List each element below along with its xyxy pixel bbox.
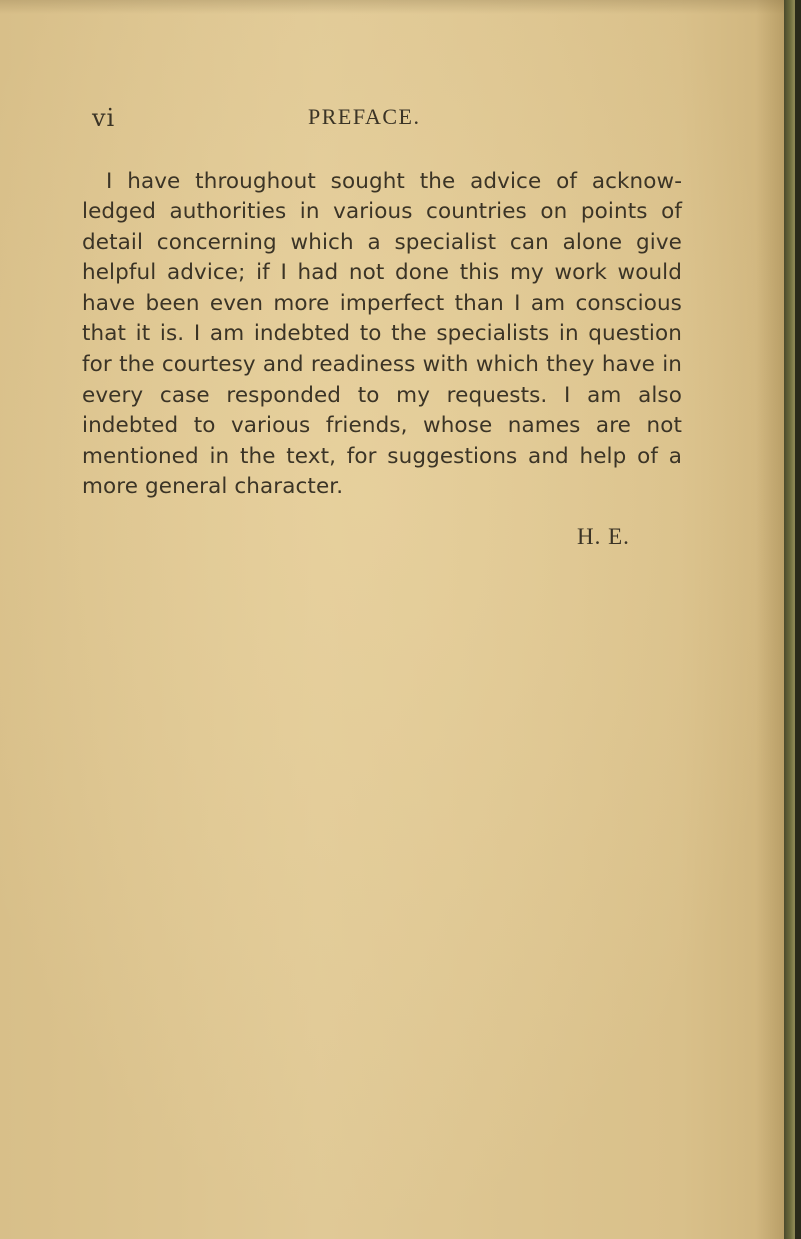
page-edge-shadow <box>756 0 786 1239</box>
page-number: vi <box>92 104 116 132</box>
book-edge-dark <box>795 0 801 1239</box>
top-shadow <box>0 0 801 14</box>
author-initials: H. E. <box>577 524 630 549</box>
running-head: PREFACE. <box>308 104 421 129</box>
page-header <box>92 104 692 134</box>
preface-paragraph: I have throughout sought the advice of acknowledged authorities in various countries on points of detail concerning which a specialist can alone give helpful advice; if I had not done this my work would have been even more imperfect than I am conscious that it is. I am indebted to the specialists in question for the courtesy and readiness with which they have in every case responded to my requests. I am also indebted to various friends, whose names are not mentioned in the text, for suggestions and help of a more general character. <box>82 168 682 500</box>
